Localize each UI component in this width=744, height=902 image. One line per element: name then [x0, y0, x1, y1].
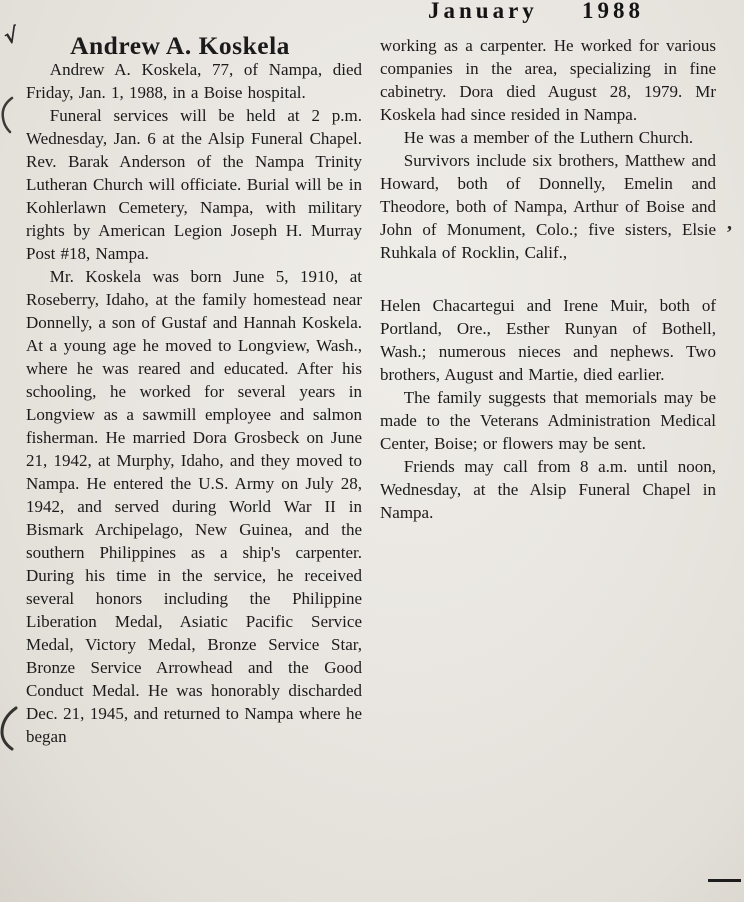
obituary-paragraph: Survivors include six brothers, Matthew and Howard, both of Donnelly, Emelin and Theodore, both of Nampa, Arthur of Boise and John of Monument, Colo.; five sisters, Elsie Ruhkala of Rocklin, Calif.,: [380, 151, 716, 262]
scan-edge-mark-icon: [0, 706, 20, 752]
obituary-paragraph: working as a carpenter. He worked for various companies in the area, specializing in fine cabinetry. Dora died August 28, 1979. Mr Koskela had since resided in Nampa.: [380, 36, 716, 124]
bottom-corner-rule: [708, 879, 741, 882]
handwritten-checkmark-annotation: √: [1, 22, 21, 50]
scan-edge-mark-icon: [0, 96, 16, 136]
obituary-right-column: [380, 34, 716, 524]
obituary-paragraph: He was a member of the Luthern Church.: [403, 128, 694, 147]
obituary-paragraph: Friends may call from 8 a.m. until noon, Wednesday, at the Alsip Funeral Chapel in Nampa.: [380, 457, 716, 522]
obituary-paragraph: The family suggests that memorials may be made to the Veterans Administration Medical Center, Boise; or flowers may be sent.: [380, 388, 716, 453]
obituary-paragraph: Mr. Koskela was born June 5, 1910, at Roseberry, Idaho, at the family homestead near Donnelly, a son of Gustaf and Hannah Koskela. At a young age he moved to Longview, Wash., where he was reared and educated. After his schooling, he worked for several years in Longview as a sawmill employee and salmon fisherman. He married Dora Grosbeck on June 21, 1942, at Murphy, Idaho, and they moved to Nampa. He entered the U.S. Army on July 28, 1942, and served during World War II in Bismark Archipelago, New Guinea, and the southern Philippines as a ship's carpenter. During his time in the service, he received several honors including the Philippine Liberation Medal, Asiatic Pacific Service Medal, Victory Medal, Bronze Service Star, Bronze Service Arrowhead and the Good Conduct Medal. He was honorably discharded Dec. 21, 1945, and returned to Nampa where he began: [26, 267, 362, 746]
obituary-title: Andrew A. Koskela: [70, 31, 290, 60]
masthead-date: [428, 0, 644, 24]
masthead-month: January: [428, 0, 538, 23]
obituary-paragraph: Helen Chacartegui and Irene Muir, both of Portland, Ore., Esther Runyan of Bothell, Wash.; numerous nieces and nephews. Two brothers, August and Martie, died earlier.: [380, 296, 716, 384]
obituary-paragraph: Andrew A. Koskela, 77, of Nampa, died Friday, Jan. 1, 1988, in a Boise hospital.: [26, 60, 362, 102]
obituary-paragraph: Funeral services will be held at 2 p.m. Wednesday, Jan. 6 at the Alsip Funeral Chapel. Rev. Barak Anderson of the Nampa Trinity Lutheran Church will officiate. Burial will be in Kohlerlawn Cemetery, Nampa, with military rights by American Legion Joseph H. Murray Post #18, Nampa.: [26, 106, 362, 263]
obituary-left-column: [26, 31, 362, 748]
scan-speck-mark: ’: [726, 222, 733, 244]
masthead-year: 1988: [582, 0, 644, 23]
